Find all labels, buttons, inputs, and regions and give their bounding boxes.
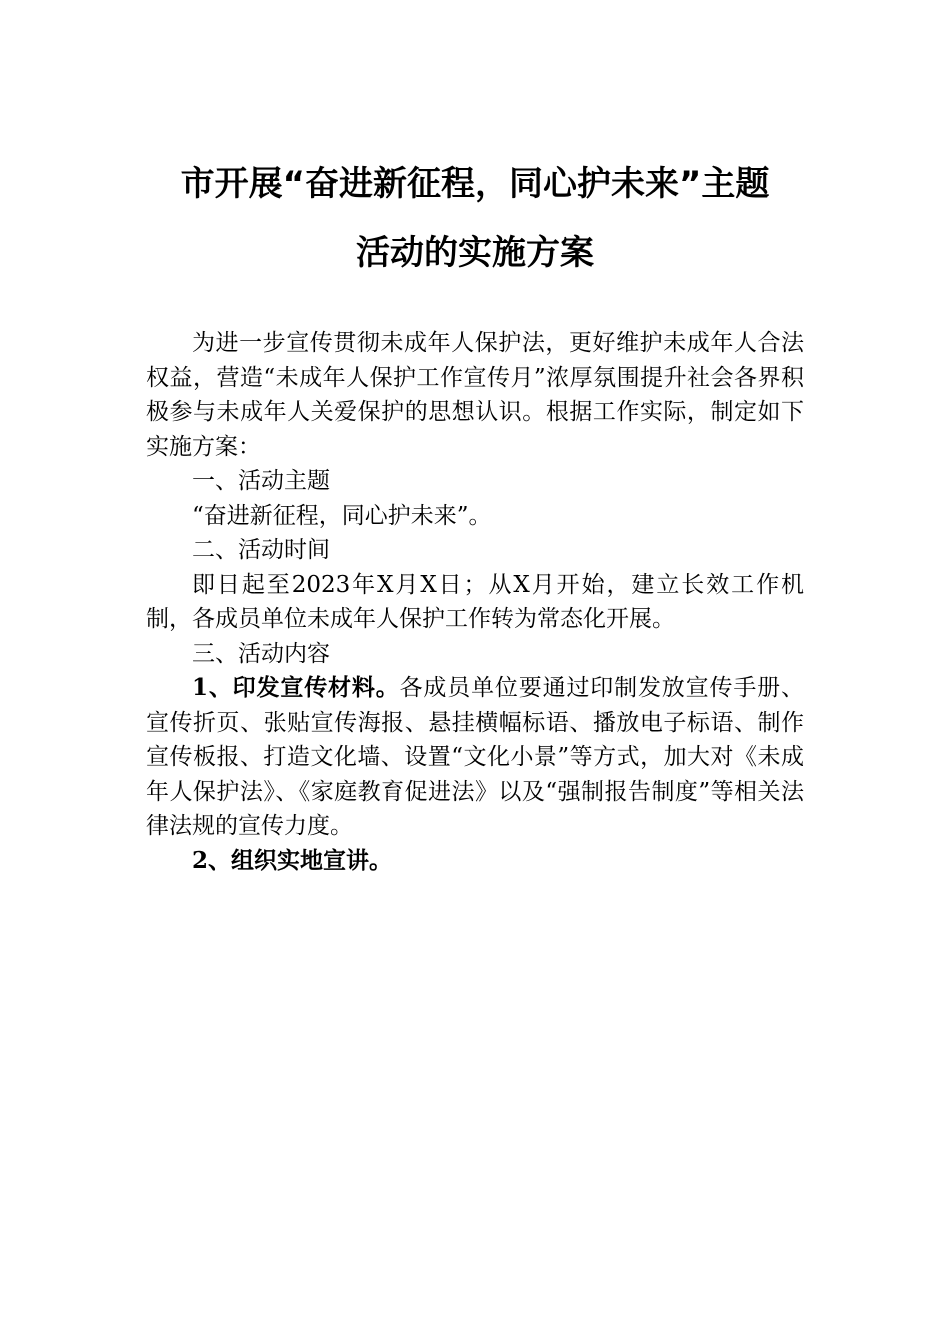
content-item-1 [146,671,804,844]
section-heading-content: 三、活动内容 [192,640,330,667]
document-title-line-1: 市开展“奋进新征程，同心护未来”主题 [180,164,770,204]
section-text-time: 即日起至2023年X月X日；从X月开始，建立长效工作机制，各成员单位未成年人保护工作转为常态化开展。 [146,571,804,632]
section-text-theme: “奋进新征程，同心护未来”。 [192,502,492,529]
section-heading-time: 二、活动时间 [192,537,330,563]
content-item-2 [146,844,804,879]
content-item-1-lead: 1、印发宣传材料。 [192,674,400,701]
intro-paragraph: 为进一步宣传贯彻未成年人保护法，更好维护未成年人合法权益，营造“未成年人保护工作宣传月”浓厚氛围提升社会各界积极参与未成年人关爱保护的思想认识。根据工作实际，制定如下实施方案： [146,330,804,460]
document-body [146,326,804,878]
document-title-line-2: 活动的实施方案 [356,233,594,273]
content-item-2-lead: 2、组织实地宣讲。 [192,846,393,874]
content-item-1-text: 各成员单位要通过印制发放宣传手册、宣传折页、张贴宣传海报、悬挂横幅标语、播放电子标语、制作宣传板报、打造文化墙、设置“文化小景”等方式，加大对《未成年人保护法》、《家庭教育促进法》以及“强制报告制度”等相关法律法规的宣传力度。 [146,675,804,839]
section-heading-theme: 一、活动主题 [192,468,330,494]
